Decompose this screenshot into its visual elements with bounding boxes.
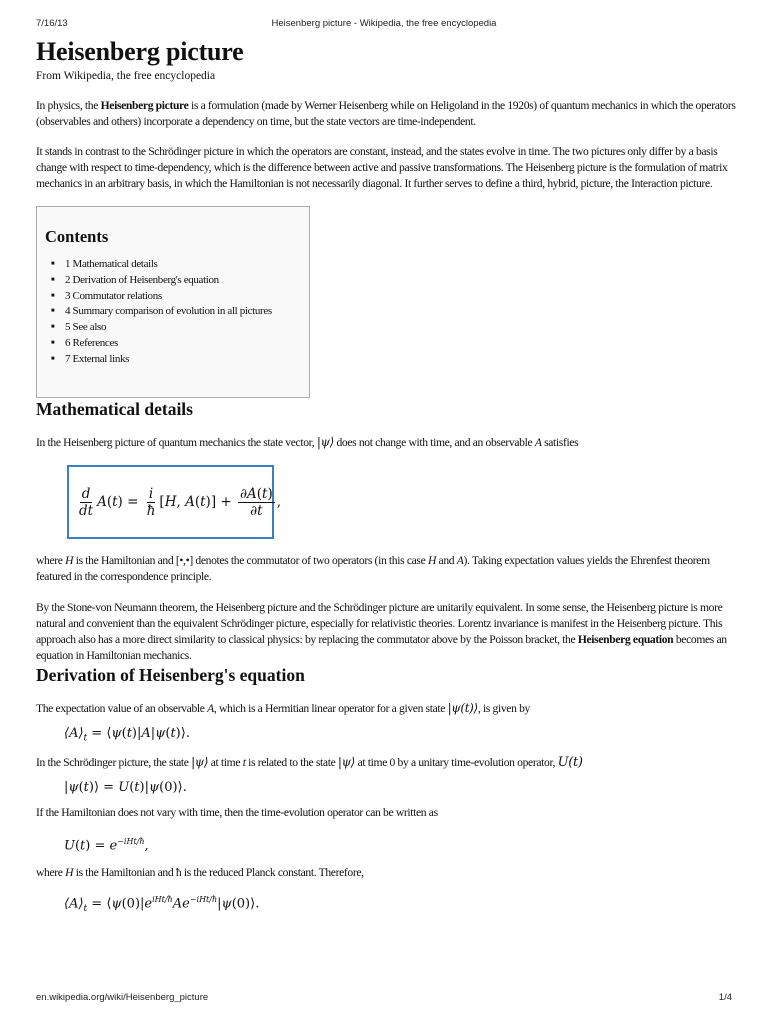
intro-paragraph-2: It stands in contrast to the Schrödinger picture in which the operators are constant, instead, and the states evolve in time. The two pictures only differ by a basis change with respect to time-dependency, which is the difference between active and passive transformations. The Heisenberg picture is the formulation of matrix mechanics in an arbitrary basis, in which the Hamiltonian is not necessarily diagonal. It further serves to define a third, hybrid, picture, the Interaction picture. [36, 145, 728, 190]
bold-term: Heisenberg picture [100, 99, 189, 112]
toc-item[interactable]: ■ 7 External links [65, 352, 309, 368]
time-evolution-equation: |ψ(t)⟩ = U(t)|ψ(0)⟩. [64, 779, 187, 795]
toc-item[interactable]: ■ 1 Mathematical details [65, 257, 309, 273]
expectation-equation: $⟨A⟩_t$ = ⟨ψ(t)|A|ψ(t)⟩. [64, 726, 190, 744]
intro-paragraph-1: In physics, the Heisenberg picture is a formulation (made by Werner Heisenberg while on Heligoland in the 1920s) of quantum mechanics in which the operators (observables and others) incorporate a dependency on time, but the state vectors are time-independent. [36, 99, 736, 128]
article-content [36, 36, 736, 920]
section-heading-derivation: Derivation of Heisenberg's equation [36, 665, 305, 685]
toc-item[interactable]: ■ 3 Commutator relations [65, 289, 309, 305]
toc-title: Contents [45, 227, 109, 246]
page-number: 1/4 [718, 992, 732, 1003]
print-date: 7/16/13 [36, 18, 68, 29]
paragraph: where H is the Hamiltonian and [•,•] denotes the commutator of two operators (in this case H and A). Taking expectation values yields the Ehrenfest theorem featured in the correspondence principle. [36, 554, 710, 583]
paragraph: In the Heisenberg picture of quantum mechanics the state vector, |ψ⟩ does not change with time, and an observable A satisfies [36, 435, 579, 449]
toc-item[interactable]: ■ 4 Summary comparison of evolution in all pictures [65, 304, 309, 320]
paragraph: The expectation value of an observable A, which is a Hermitian linear operator for a given state |ψ(t)⟩, is given by [36, 701, 530, 715]
toc-item[interactable]: ■ 6 References [65, 336, 309, 352]
heisenberg-equation-box: $\frac{d}{dt}$ A ( t ) = $\frac{i}{ħ}$ [ H , A ( t )] + $\frac{\partial A(t)}{\partial t}$ , [67, 465, 274, 539]
paragraph: In the Schrödinger picture, the state |ψ⟩ at time t is related to the state |ψ⟩ at time 0 by a unitary time-evolution operator, U(t) [36, 754, 583, 770]
print-url: en.wikipedia.org/wiki/Heisenberg_picture [36, 992, 209, 1003]
toc-item[interactable]: ■ 5 See also [65, 320, 309, 336]
print-page-title: Heisenberg picture - Wikipedia, the free encyclopedia [271, 18, 497, 29]
paragraph: If the Hamiltonian does not vary with time, then the time-evolution operator can be written as [36, 805, 438, 819]
paragraph: By the Stone-von Neumann theorem, the Heisenberg picture and the Schrödinger picture are unitarily equivalent. In some sense, the Heisenberg picture is more natural and convenient than the equivalent Schrödinger picture, especially for relativistic theories. Lorentz invariance is manifest in the Heisenberg picture. This approach also has a more direct similarity to classical physics: by replacing the commutator above by the Poisson bracket, the Heisenberg equation becomes an equation in Hamiltonian mechanics. [36, 601, 727, 662]
section-heading-math-details: Mathematical details [36, 399, 193, 419]
tagline: From Wikipedia, the free encyclopedia [36, 70, 216, 82]
evolution-operator-equation: $U(t) = e^{-iHt/ħ}$, [64, 836, 149, 853]
paragraph: where H is the Hamiltonian and ħ is the reduced Planck constant. Therefore, [36, 865, 364, 879]
expectation-heisenberg-equation: $⟨A⟩_t$ = $⟨\psi(0)|e^{iHt/ħ}Ae^{-iHt/ħ}|\psi(0)⟩$. [64, 894, 260, 914]
toc-list [45, 257, 309, 368]
page-title: Heisenberg picture [36, 37, 244, 66]
toc-item[interactable]: ■ 2 Derivation of Heisenberg's equation [65, 273, 309, 289]
math-ket-psi: |ψ⟩ [316, 435, 334, 449]
table-of-contents [36, 206, 310, 398]
